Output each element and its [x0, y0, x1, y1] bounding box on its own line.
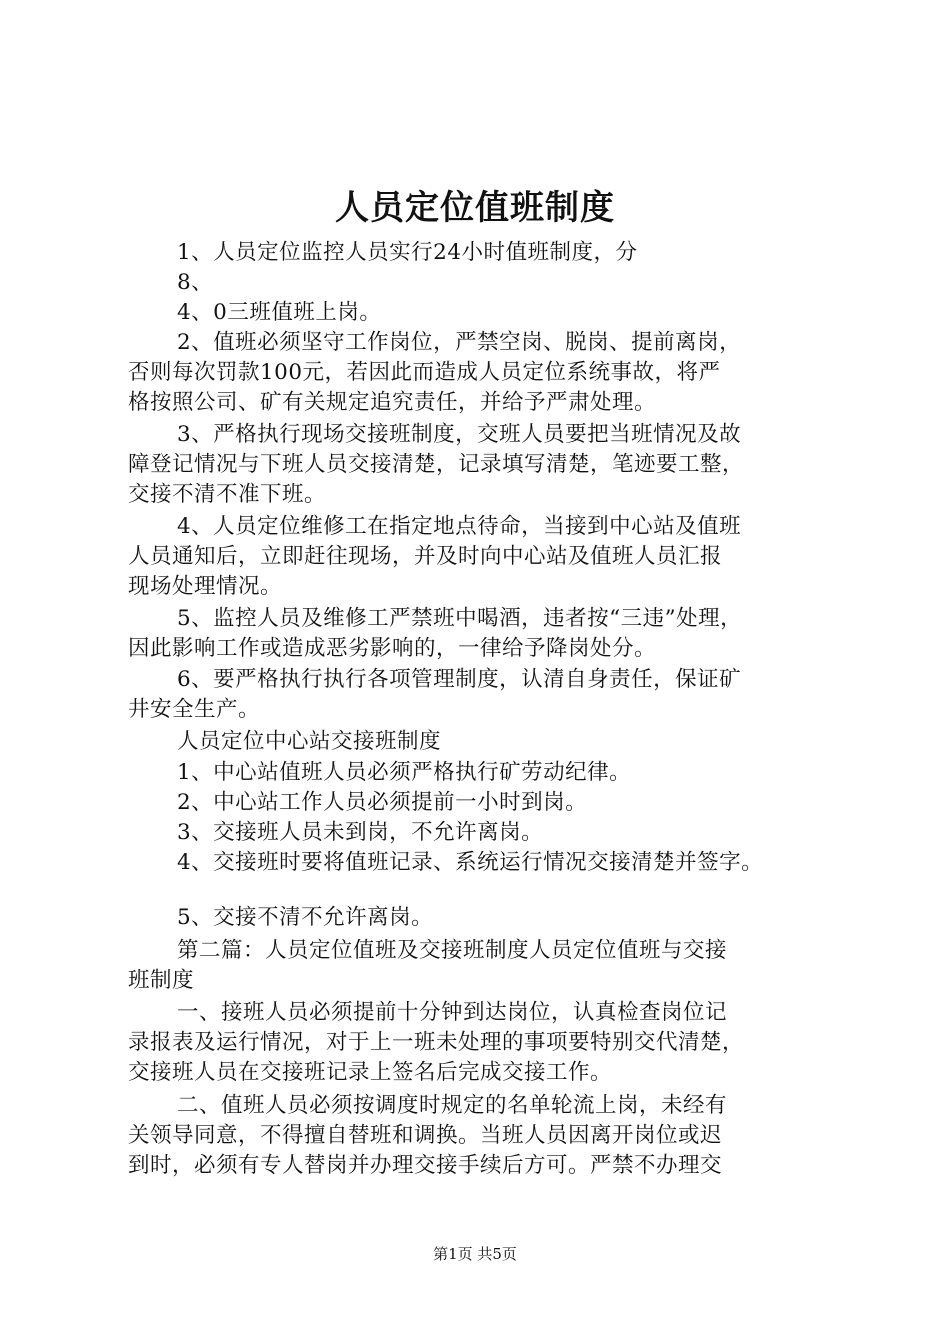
paragraph-line: 5、交接不清不允许离岗。 — [177, 905, 434, 930]
paragraph-line: 一、接班人员必须提前十分钟到达岗位，认真检查岗位记 — [177, 1000, 728, 1025]
paragraph-line: 6、要严格执行执行各项管理制度，认清自身责任，保证矿 — [177, 667, 742, 692]
paragraph-line: 4、人员定位维修工在指定地点待命，当接到中心站及值班 — [177, 514, 742, 539]
document-title: 人员定位值班制度 — [335, 188, 615, 228]
paragraph-line: 交接班人员在交接班记录上签名后完成交接工作。 — [128, 1060, 613, 1085]
paragraph-line: 5、监控人员及维修工严禁班中喝酒，违者按“三违”处理， — [177, 606, 743, 631]
paragraph-line: 3、交接班人员未到岗，不允许离岗。 — [177, 820, 544, 845]
paragraph-line: 4、交接班时要将值班记录、系统运行情况交接清楚并签字。 — [177, 850, 764, 875]
paragraph-line: 障登记情况与下班人员交接清楚，记录填写清楚，笔迹要工整， — [128, 452, 745, 477]
paragraph-line: 交接不清不准下班。 — [128, 482, 327, 507]
paragraph-line: 格按照公司、矿有关规定追究责任，并给予严肃处理。 — [128, 390, 657, 415]
paragraph-line: 因此影响工作或造成恶劣影响的，一律给予降岗处分。 — [128, 636, 657, 661]
paragraph-line: 1、中心站值班人员必须严格执行矿劳动纪律。 — [177, 760, 632, 785]
section-heading: 第二篇：人员定位值班及交接班制度人员定位值班与交接 — [177, 938, 728, 963]
paragraph-line: 3、严格执行现场交接班制度，交班人员要把当班情况及故 — [177, 422, 742, 447]
page-number-footer: 第1页 共5页 — [433, 1245, 517, 1263]
section-heading: 班制度 — [128, 968, 195, 993]
paragraph-line: 录报表及运行情况，对于上一班未处理的事项要特别交代清楚， — [128, 1030, 745, 1055]
paragraph-line: 人员通知后，立即赶往现场，并及时向中心站及值班人员汇报 — [128, 544, 723, 569]
paragraph-line: 8、 — [177, 270, 214, 295]
paragraph-line: 2、值班必须坚守工作岗位，严禁空岗、脱岗、提前离岗， — [177, 330, 742, 355]
paragraph-line: 1、人员定位监控人员实行24小时值班制度，分 — [177, 240, 638, 265]
paragraph-line: 关领导同意，不得擅自替班和调换。当班人员因离开岗位或迟 — [128, 1123, 723, 1148]
paragraph-line: 4、0三班值班上岗。 — [177, 300, 382, 325]
paragraph-line: 二、值班人员必须按调度时规定的名单轮流上岗，未经有 — [177, 1093, 728, 1118]
paragraph-line: 到时，必须有专人替岗并办理交接手续后方可。严禁不办理交 — [128, 1153, 723, 1178]
paragraph-line: 否则每次罚款100元，若因此而造成人员定位系统事故，将严 — [128, 360, 721, 385]
section-heading: 人员定位中心站交接班制度 — [177, 729, 442, 754]
paragraph-line: 井安全生产。 — [128, 697, 261, 722]
paragraph-line: 2、中心站工作人员必须提前一小时到岗。 — [177, 790, 588, 815]
paragraph-line: 现场处理情况。 — [128, 574, 283, 599]
